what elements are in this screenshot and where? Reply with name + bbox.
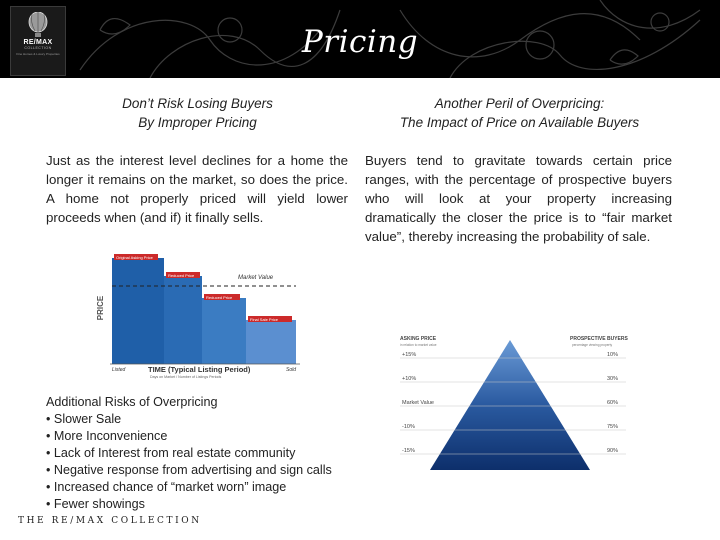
step-label-3: Reduced Price — [206, 295, 233, 300]
x-end-label: Sold — [286, 367, 297, 373]
page-title: Pricing — [301, 24, 419, 60]
logo-brand: RE/MAX — [23, 39, 53, 46]
logo-sub: COLLECTION — [24, 46, 52, 50]
pyramid-left-sub: in relation to market value — [400, 343, 437, 347]
list-item: • Increased chance of “market worn” image — [46, 479, 332, 496]
pyramid-right-header: PROSPECTIVE BUYERS — [570, 336, 628, 342]
price-step-1 — [112, 258, 164, 364]
left-heading-line2: By Improper Pricing — [138, 115, 257, 130]
chart-y-label: PRICE — [96, 295, 105, 321]
left-paragraph: Just as the interest level declines for a home the longer it remains on the market, so does the price. A home not properly priced will yield lower proceeds when (and if) it finally sells. — [46, 153, 348, 225]
pyramid-buyers-label: 75% — [606, 424, 618, 430]
pyramid-buyers-label: 90% — [606, 448, 618, 454]
x-start-label: Listed — [112, 367, 126, 373]
pyramid-buyers-label: 30% — [606, 376, 618, 382]
price-reduction-chart — [96, 246, 306, 380]
left-heading — [80, 94, 315, 132]
step-label-1: Original Asking Price — [116, 255, 153, 260]
pyramid-price-label: +15% — [402, 352, 417, 358]
price-step-2 — [164, 276, 202, 364]
right-heading — [362, 94, 677, 132]
list-item: • Negative response from advertising and sign calls — [46, 462, 332, 479]
chart-x-sub: Days on Market / Number of Listings Periods — [150, 375, 222, 379]
pyramid-buyers-label: 10% — [606, 352, 618, 358]
buyers-pyramid-chart — [372, 326, 648, 470]
logo-tagline: Fine Homes & Luxury Properties — [16, 52, 60, 56]
pyramid-left-header: ASKING PRICE — [400, 336, 437, 342]
pyramid-buyers-label: 60% — [606, 400, 618, 406]
price-step-4 — [246, 320, 296, 364]
pyramid-right-sub: percentage viewing property — [572, 343, 613, 347]
market-value-label: Market Value — [238, 275, 274, 281]
list-item: • More Inconvenience — [46, 428, 332, 445]
header-band — [0, 0, 720, 78]
pyramid-price-label: -10% — [402, 424, 415, 430]
pyramid-price-label: -15% — [402, 448, 415, 454]
risks-heading: Additional Risks of Overpricing — [46, 395, 218, 409]
right-heading-line2: The Impact of Price on Available Buyers — [399, 115, 640, 130]
left-heading-line1: Don’t Risk Losing Buyers — [122, 96, 273, 111]
right-heading-line1: Another Peril of Overpricing: — [434, 96, 605, 111]
list-item: • Fewer showings — [46, 496, 332, 513]
footer-brand: THE RE/MAX COLLECTION — [18, 516, 202, 526]
chart-x-label: TIME (Typical Listing Period) — [148, 365, 251, 374]
list-item: • Slower Sale — [46, 411, 332, 428]
risks-section — [46, 394, 332, 513]
list-item: • Lack of Interest from real estate community — [46, 445, 332, 462]
pyramid-price-label: Market Value — [402, 400, 434, 406]
risks-list — [46, 411, 332, 513]
right-paragraph: Buyers tend to gravitate towards certain price ranges, with the percentage of prospective buyers who will look at your property increasing dramatically the closer the price is to “fair market value”, thereby increasing the probability of sale. — [365, 153, 672, 244]
step-label-4: Final Sale Price — [250, 317, 279, 322]
price-step-3 — [202, 298, 246, 364]
pyramid-price-label: +10% — [402, 376, 417, 382]
step-label-2: Reduced Price — [168, 273, 195, 278]
